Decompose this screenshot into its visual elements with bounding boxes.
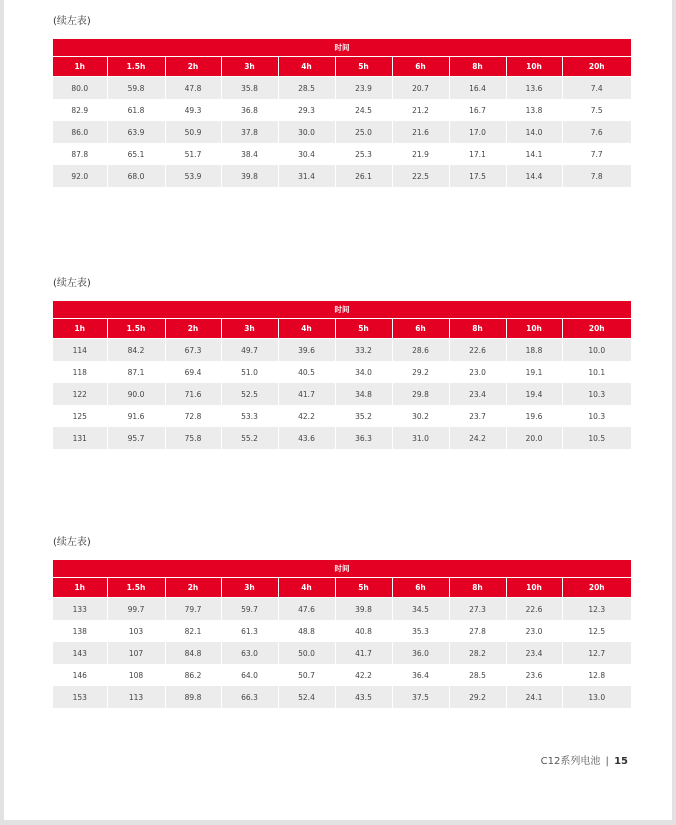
table-cell: 39.8 <box>335 598 392 621</box>
table-cell: 28.2 <box>449 642 506 664</box>
table-cell: 122 <box>53 383 107 405</box>
table-cell: 23.9 <box>335 77 392 100</box>
page-footer <box>541 752 628 767</box>
footer-title: C12系列电池 <box>540 756 601 767</box>
table-cell: 10.3 <box>562 405 631 427</box>
table-cell: 12.3 <box>562 598 631 621</box>
column-header: 8h <box>449 319 506 339</box>
table-cell: 29.2 <box>449 686 506 708</box>
table-cell: 114 <box>53 339 107 362</box>
table-cell: 7.7 <box>562 143 631 165</box>
table-cell: 22.5 <box>392 165 449 187</box>
table-cell: 24.2 <box>449 427 506 449</box>
table-cell: 36.0 <box>392 642 449 664</box>
column-header: 5h <box>335 578 392 598</box>
table-cell: 95.7 <box>107 427 165 449</box>
table-cell: 50.7 <box>278 664 335 686</box>
table-row <box>53 361 631 383</box>
table-cell: 125 <box>53 405 107 427</box>
column-header: 10h <box>506 578 562 598</box>
table-cell: 86.0 <box>53 121 107 143</box>
discharge-table <box>53 301 631 449</box>
table-cell: 31.0 <box>392 427 449 449</box>
table-row <box>53 598 631 621</box>
table-cell: 49.3 <box>165 99 221 121</box>
table-cell: 28.5 <box>449 664 506 686</box>
table-cell: 90.0 <box>107 383 165 405</box>
column-header-row <box>53 319 631 339</box>
table-cell: 89.8 <box>165 686 221 708</box>
table-cell: 108 <box>107 664 165 686</box>
table-cell: 133 <box>53 598 107 621</box>
table-cell: 51.0 <box>221 361 278 383</box>
table-cell: 28.6 <box>392 339 449 362</box>
table-cell: 50.0 <box>278 642 335 664</box>
table-cell: 131 <box>53 427 107 449</box>
table-cell: 72.8 <box>165 405 221 427</box>
table-cell: 24.5 <box>335 99 392 121</box>
table-cell: 82.9 <box>53 99 107 121</box>
table-row <box>53 642 631 664</box>
column-header: 2h <box>165 57 221 77</box>
table-row <box>53 427 631 449</box>
column-header: 6h <box>392 57 449 77</box>
table-cell: 12.7 <box>562 642 631 664</box>
table-cell: 16.7 <box>449 99 506 121</box>
table-cell: 27.3 <box>449 598 506 621</box>
table-cell: 7.4 <box>562 77 631 100</box>
table-cell: 19.6 <box>506 405 562 427</box>
column-header: 6h <box>392 319 449 339</box>
table-cell: 61.8 <box>107 99 165 121</box>
table-cell: 34.5 <box>392 598 449 621</box>
table-cell: 138 <box>53 620 107 642</box>
group-header-row <box>53 560 631 578</box>
column-header: 5h <box>335 57 392 77</box>
table-cell: 22.6 <box>506 598 562 621</box>
table-cell: 153 <box>53 686 107 708</box>
table-cell: 143 <box>53 642 107 664</box>
table-cell: 13.8 <box>506 99 562 121</box>
table-cell: 47.6 <box>278 598 335 621</box>
page-number: 15 <box>614 756 628 767</box>
table-cell: 35.8 <box>221 77 278 100</box>
table-cell: 92.0 <box>53 165 107 187</box>
table-cell: 39.8 <box>221 165 278 187</box>
table-cell: 47.8 <box>165 77 221 100</box>
table-cell: 10.5 <box>562 427 631 449</box>
column-header: 3h <box>221 57 278 77</box>
table-cell: 13.0 <box>562 686 631 708</box>
table-cell: 36.8 <box>221 99 278 121</box>
table-cell: 30.0 <box>278 121 335 143</box>
table-cell: 19.4 <box>506 383 562 405</box>
table-cell: 113 <box>107 686 165 708</box>
table-cell: 69.4 <box>165 361 221 383</box>
table-cell: 84.8 <box>165 642 221 664</box>
column-header: 6h <box>392 578 449 598</box>
time-group-header: 时间 <box>53 39 631 57</box>
table-cell: 55.2 <box>221 427 278 449</box>
table-cell: 63.0 <box>221 642 278 664</box>
column-header: 20h <box>562 319 631 339</box>
table-cell: 82.1 <box>165 620 221 642</box>
column-header: 10h <box>506 319 562 339</box>
table-cell: 52.4 <box>278 686 335 708</box>
table-cell: 99.7 <box>107 598 165 621</box>
table-cell: 91.6 <box>107 405 165 427</box>
table-cell: 36.4 <box>392 664 449 686</box>
table-row <box>53 77 631 100</box>
table-cell: 34.0 <box>335 361 392 383</box>
table-cell: 23.7 <box>449 405 506 427</box>
table-cell: 42.2 <box>278 405 335 427</box>
table-cell: 14.0 <box>506 121 562 143</box>
table-cell: 80.0 <box>53 77 107 100</box>
column-header: 4h <box>278 578 335 598</box>
table-cell: 30.4 <box>278 143 335 165</box>
table-cell: 7.8 <box>562 165 631 187</box>
table-row <box>53 405 631 427</box>
table-cell: 34.8 <box>335 383 392 405</box>
column-header-row <box>53 578 631 598</box>
column-header: 1.5h <box>107 319 165 339</box>
column-header: 4h <box>278 319 335 339</box>
table-section-2 <box>53 277 631 449</box>
column-header: 2h <box>165 578 221 598</box>
table-row <box>53 620 631 642</box>
table-cell: 63.9 <box>107 121 165 143</box>
table-cell: 53.9 <box>165 165 221 187</box>
table-cell: 35.2 <box>335 405 392 427</box>
table-cell: 30.2 <box>392 405 449 427</box>
column-header: 1.5h <box>107 578 165 598</box>
group-header-row <box>53 301 631 319</box>
table-cell: 17.5 <box>449 165 506 187</box>
column-header: 2h <box>165 319 221 339</box>
table-cell: 37.5 <box>392 686 449 708</box>
column-header: 8h <box>449 57 506 77</box>
table-cell: 25.0 <box>335 121 392 143</box>
table-cell: 27.8 <box>449 620 506 642</box>
table-cell: 51.7 <box>165 143 221 165</box>
table-cell: 17.0 <box>449 121 506 143</box>
table-cell: 23.0 <box>506 620 562 642</box>
table-cell: 86.2 <box>165 664 221 686</box>
table-cell: 68.0 <box>107 165 165 187</box>
table-cell: 75.8 <box>165 427 221 449</box>
table-cell: 40.5 <box>278 361 335 383</box>
table-cell: 50.9 <box>165 121 221 143</box>
table-cell: 10.0 <box>562 339 631 362</box>
table-cell: 26.1 <box>335 165 392 187</box>
table-section-3 <box>53 536 631 708</box>
table-cell: 43.5 <box>335 686 392 708</box>
table-cell: 7.6 <box>562 121 631 143</box>
table-cell: 118 <box>53 361 107 383</box>
table-row <box>53 686 631 708</box>
table-cell: 103 <box>107 620 165 642</box>
table-caption: (续左表) <box>53 278 91 289</box>
table-cell: 48.8 <box>278 620 335 642</box>
table-cell: 12.8 <box>562 664 631 686</box>
column-header: 1h <box>53 57 107 77</box>
column-header: 10h <box>506 57 562 77</box>
table-cell: 24.1 <box>506 686 562 708</box>
column-header: 1.5h <box>107 57 165 77</box>
table-cell: 49.7 <box>221 339 278 362</box>
table-row <box>53 99 631 121</box>
table-cell: 61.3 <box>221 620 278 642</box>
column-header: 5h <box>335 319 392 339</box>
table-row <box>53 143 631 165</box>
table-cell: 18.8 <box>506 339 562 362</box>
column-header: 1h <box>53 319 107 339</box>
column-header: 4h <box>278 57 335 77</box>
table-cell: 35.3 <box>392 620 449 642</box>
table-cell: 87.1 <box>107 361 165 383</box>
time-group-header: 时间 <box>53 560 631 578</box>
table-cell: 28.5 <box>278 77 335 100</box>
table-cell: 33.2 <box>335 339 392 362</box>
table-cell: 21.6 <box>392 121 449 143</box>
table-cell: 37.8 <box>221 121 278 143</box>
footer-separator: | <box>605 756 609 767</box>
table-row <box>53 165 631 187</box>
table-section-1 <box>53 15 631 187</box>
column-header: 3h <box>221 578 278 598</box>
table-row <box>53 339 631 362</box>
table-cell: 87.8 <box>53 143 107 165</box>
table-cell: 52.5 <box>221 383 278 405</box>
table-cell: 20.0 <box>506 427 562 449</box>
table-cell: 42.2 <box>335 664 392 686</box>
column-header: 8h <box>449 578 506 598</box>
table-cell: 7.5 <box>562 99 631 121</box>
table-cell: 146 <box>53 664 107 686</box>
table-cell: 71.6 <box>165 383 221 405</box>
time-group-header: 时间 <box>53 301 631 319</box>
table-cell: 29.3 <box>278 99 335 121</box>
table-cell: 38.4 <box>221 143 278 165</box>
table-cell: 41.7 <box>335 642 392 664</box>
table-cell: 20.7 <box>392 77 449 100</box>
table-cell: 59.7 <box>221 598 278 621</box>
group-header-row <box>53 39 631 57</box>
table-cell: 16.4 <box>449 77 506 100</box>
table-cell: 22.6 <box>449 339 506 362</box>
table-cell: 107 <box>107 642 165 664</box>
column-header: 3h <box>221 319 278 339</box>
table-cell: 31.4 <box>278 165 335 187</box>
table-caption: (续左表) <box>53 16 91 27</box>
table-cell: 21.2 <box>392 99 449 121</box>
table-cell: 17.1 <box>449 143 506 165</box>
column-header-row <box>53 57 631 77</box>
table-cell: 25.3 <box>335 143 392 165</box>
table-caption: (续左表) <box>53 537 91 548</box>
table-cell: 66.3 <box>221 686 278 708</box>
table-cell: 10.1 <box>562 361 631 383</box>
table-cell: 19.1 <box>506 361 562 383</box>
table-cell: 67.3 <box>165 339 221 362</box>
table-cell: 43.6 <box>278 427 335 449</box>
table-cell: 41.7 <box>278 383 335 405</box>
table-cell: 53.3 <box>221 405 278 427</box>
table-cell: 65.1 <box>107 143 165 165</box>
table-cell: 13.6 <box>506 77 562 100</box>
column-header: 20h <box>562 57 631 77</box>
table-cell: 23.4 <box>449 383 506 405</box>
table-cell: 79.7 <box>165 598 221 621</box>
column-header: 1h <box>53 578 107 598</box>
discharge-table <box>53 560 631 708</box>
table-cell: 40.8 <box>335 620 392 642</box>
table-cell: 14.4 <box>506 165 562 187</box>
table-cell: 23.6 <box>506 664 562 686</box>
table-cell: 36.3 <box>335 427 392 449</box>
column-header: 20h <box>562 578 631 598</box>
table-cell: 21.9 <box>392 143 449 165</box>
table-cell: 23.0 <box>449 361 506 383</box>
table-cell: 10.3 <box>562 383 631 405</box>
table-row <box>53 383 631 405</box>
table-row <box>53 121 631 143</box>
table-cell: 29.2 <box>392 361 449 383</box>
table-cell: 39.6 <box>278 339 335 362</box>
table-cell: 64.0 <box>221 664 278 686</box>
table-cell: 14.1 <box>506 143 562 165</box>
table-cell: 23.4 <box>506 642 562 664</box>
table-cell: 29.8 <box>392 383 449 405</box>
table-cell: 59.8 <box>107 77 165 100</box>
table-row <box>53 664 631 686</box>
table-cell: 12.5 <box>562 620 631 642</box>
document-page <box>4 0 672 820</box>
table-cell: 84.2 <box>107 339 165 362</box>
discharge-table <box>53 39 631 187</box>
